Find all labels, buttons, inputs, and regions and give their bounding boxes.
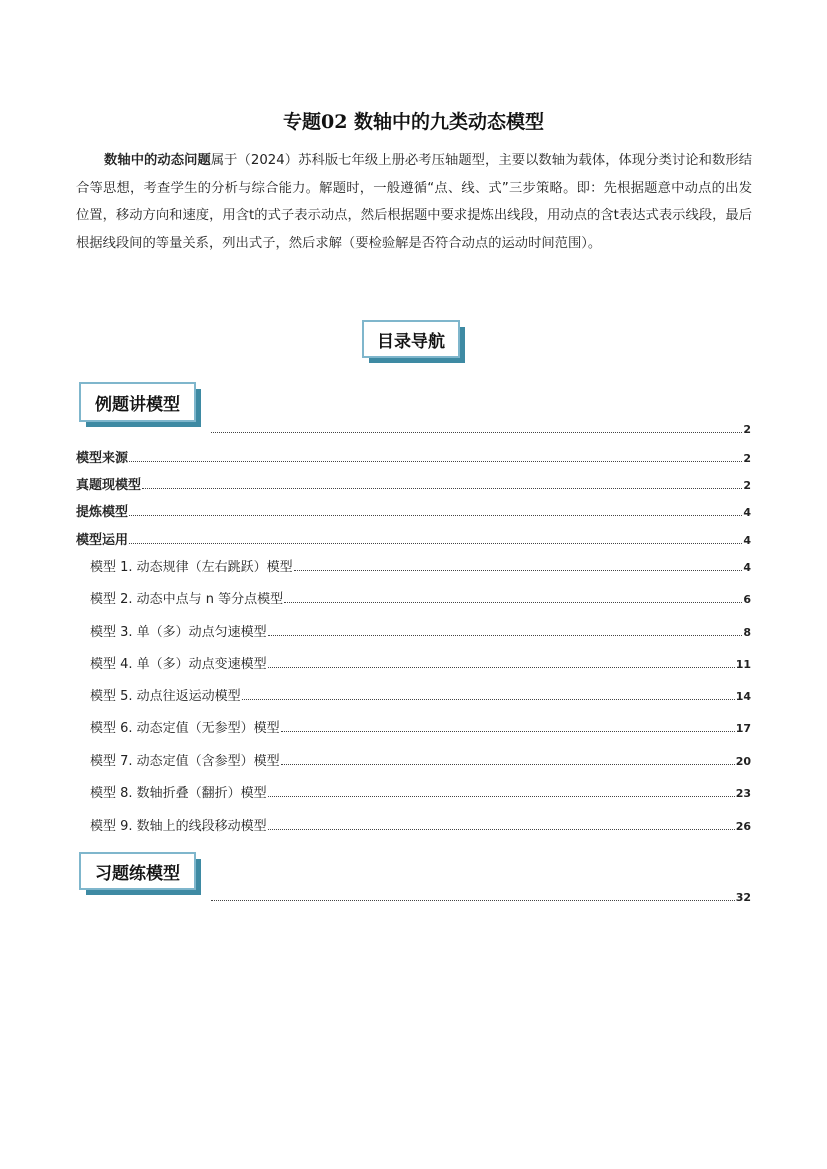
toc-leader-dots <box>242 690 735 700</box>
toc-model-entry[interactable] <box>90 653 751 672</box>
toc-model-entry[interactable] <box>90 685 751 704</box>
toc-page-number: 11 <box>735 658 751 671</box>
toc-leader-dots <box>268 658 735 668</box>
toc-entry-label: 模型 9. 数轴上的线段移动模型 <box>90 819 267 834</box>
toc-entry-label: 模型 8. 数轴折叠（翻折）模型 <box>90 786 267 801</box>
toc-leader-dots <box>294 561 743 571</box>
toc-model-entry[interactable] <box>90 717 751 736</box>
toc-page-number: 6 <box>743 593 751 606</box>
toc-page-number: 2 <box>743 479 751 492</box>
toc-entry-label: 模型 2. 动态中点与 n 等分点模型 <box>90 592 284 607</box>
toc-entry-label: 模型 7. 动态定值（含参型）模型 <box>90 754 280 769</box>
toc-entry-label: 模型 3. 单（多）动点匀速模型 <box>90 625 267 640</box>
toc-page-number: 4 <box>743 534 751 547</box>
toc-entry-section1[interactable] <box>210 423 751 436</box>
toc-page-number: 4 <box>743 561 751 574</box>
toc-entry[interactable] <box>76 447 751 466</box>
toc-page-number: 4 <box>743 506 751 519</box>
toc-page-number: 32 <box>735 891 751 904</box>
toc-entry-section2[interactable] <box>210 891 751 904</box>
toc-entry-label: 模型 6. 动态定值（无参型）模型 <box>90 721 280 736</box>
toc-entry[interactable] <box>76 474 751 493</box>
toc-model-entry[interactable] <box>90 588 751 607</box>
toc-model-entry[interactable] <box>90 782 751 801</box>
toc-page-number: 23 <box>735 787 751 800</box>
toc-leader-dots <box>268 787 735 797</box>
document-title: 专题02 数轴中的九类动态模型 <box>282 111 545 133</box>
toc-model-entry[interactable] <box>90 556 751 575</box>
toc-model-entry[interactable] <box>90 621 751 640</box>
toc-leader-dots <box>211 423 742 433</box>
toc-leader-dots <box>281 755 735 765</box>
toc-leader-dots <box>129 534 742 544</box>
intro-lead: 数轴中的动态问题 <box>104 153 211 168</box>
intro-paragraph <box>76 147 752 257</box>
toc-page-number: 14 <box>735 690 751 703</box>
toc-leader-dots <box>268 626 743 636</box>
toc-entry-label: 模型 5. 动点往返运动模型 <box>90 689 241 704</box>
toc-leader-dots <box>211 891 735 901</box>
toc-entry[interactable] <box>76 501 751 520</box>
toc-leader-dots <box>268 820 735 830</box>
toc-page-number: 17 <box>735 722 751 735</box>
toc-page-number: 2 <box>743 452 751 465</box>
section-heading-exercises: 习题练模型 <box>79 852 196 890</box>
toc-leader-dots <box>284 593 742 603</box>
toc-page-number: 2 <box>743 423 751 436</box>
toc-entry-label: 模型来源 <box>76 451 129 466</box>
toc-page-number: 26 <box>735 820 751 833</box>
toc-leader-dots <box>129 506 742 516</box>
toc-page-number: 20 <box>735 755 751 768</box>
toc-leader-dots <box>142 479 742 489</box>
toc-entry[interactable] <box>76 529 751 548</box>
section-heading-examples: 例题讲模型 <box>79 382 196 422</box>
toc-entry-label: 真题现模型 <box>76 478 142 493</box>
toc-leader-dots <box>281 722 735 732</box>
toc-heading: 目录导航 <box>362 320 460 358</box>
toc-model-entry[interactable] <box>90 750 751 769</box>
toc-entry-label: 模型 4. 单（多）动点变速模型 <box>90 657 267 672</box>
toc-entry-label: 模型 1. 动态规律（左右跳跃）模型 <box>90 560 293 575</box>
toc-entry-label: 模型运用 <box>76 533 129 548</box>
toc-leader-dots <box>129 452 742 462</box>
toc-entry-label: 提炼模型 <box>76 505 129 520</box>
toc-page-number: 8 <box>743 626 751 639</box>
intro-text: 属于（2024）苏科版七年级上册必考压轴题型，主要以数轴为载体，体现分类讨论和数形结合等思想，考查学生的分析与综合能力。解题时，一般遵循“点、线、式”三步策略。即：先根据题意中动点的出发位置，移动方向和速度，用含t的式子表示动点，然后根据题中要求提炼出线段，用动点的含t表达式表示线段，最后根据线段间的等量关系，列出式子，然后求解（要检验解是否符合动点的运动时间范围）。 <box>76 153 752 251</box>
toc-model-entry[interactable] <box>90 815 751 834</box>
